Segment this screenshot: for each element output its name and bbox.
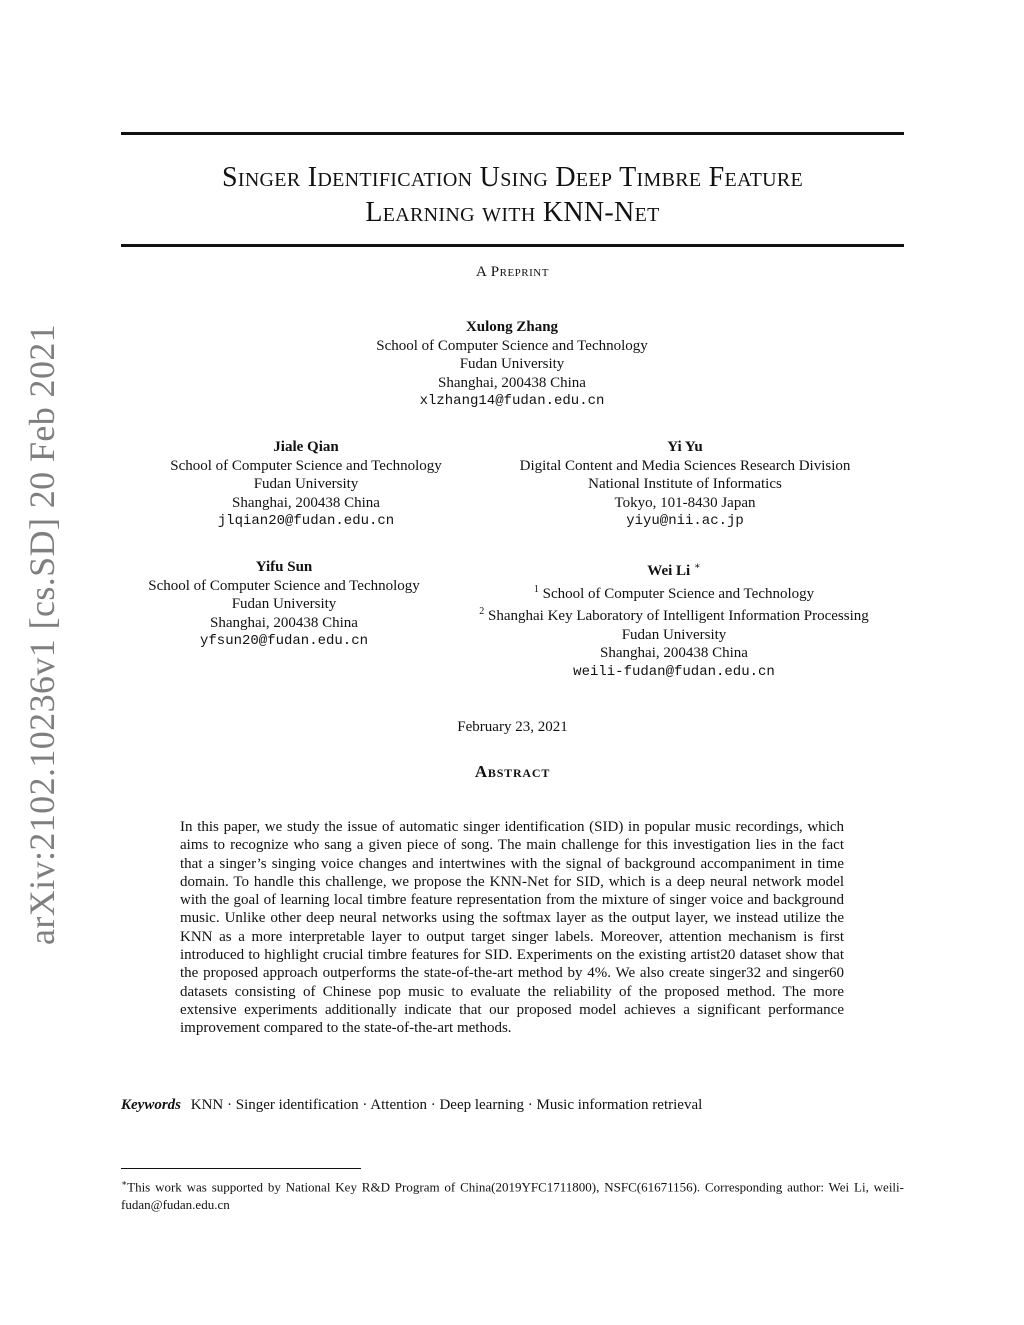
author-name: Jiale Qian xyxy=(273,439,339,455)
author-block-zhang xyxy=(312,318,712,411)
footnote-mark: ∗ xyxy=(121,1178,128,1188)
author-name-row xyxy=(454,558,894,581)
title-line-2: Learning with KNN-Net xyxy=(365,197,660,228)
affiliation-1-marker: 1 xyxy=(533,583,539,595)
footnote-text: This work was supported by National Key R&D Program of China(2019YFC1711800), NSFC(61671156). Corresponding author: Wei Li, weili-fudan@fudan.edu.cn xyxy=(121,1179,904,1213)
author-address: Shanghai, 200438 China xyxy=(210,614,358,631)
author-address: Shanghai, 200438 China xyxy=(438,374,586,391)
author-email[interactable]: jlqian20@fudan.edu.cn xyxy=(217,513,395,529)
author-institution: Fudan University xyxy=(621,626,727,643)
affiliation-1-text: School of Computer Science and Technology xyxy=(542,585,815,602)
title-line-1: Singer Identification Using Deep Timbre Feature xyxy=(221,162,804,193)
author-email[interactable]: xlzhang14@fudan.edu.cn xyxy=(419,393,605,409)
author-block-li xyxy=(454,558,894,681)
author-email[interactable]: yiyu@nii.ac.jp xyxy=(626,513,744,529)
keywords-label: Keywords xyxy=(121,1097,181,1113)
author-affiliation: School of Computer Science and Technology xyxy=(170,457,442,474)
author-address: Shanghai, 200438 China xyxy=(600,645,748,661)
author-affiliation-2 xyxy=(454,603,894,626)
author-institution: Fudan University xyxy=(459,356,565,372)
footnote-rule xyxy=(121,1168,361,1169)
preprint-label: A Preprint xyxy=(476,264,549,280)
footnote xyxy=(121,1174,904,1214)
author-block-yu xyxy=(480,438,890,531)
author-institution: National Institute of Informatics xyxy=(588,476,782,492)
author-name: Yi Yu xyxy=(667,439,703,455)
author-affiliation-1 xyxy=(454,581,894,604)
author-name: Xulong Zhang xyxy=(465,319,559,335)
author-institution: Fudan University xyxy=(253,476,359,492)
author-email[interactable]: yfsun20@fudan.edu.cn xyxy=(199,633,369,649)
author-name: Wei Li xyxy=(647,563,691,579)
author-affiliation: Digital Content and Media Sciences Research Division xyxy=(519,457,851,474)
author-block-qian xyxy=(126,438,486,531)
abstract-heading: Abstract xyxy=(474,762,551,781)
keywords-list: KNN · Singer identification · Attention · Deep learning · Music information retrieval xyxy=(190,1097,703,1113)
author-affiliation: School of Computer Science and Technology xyxy=(148,577,420,594)
author-block-sun xyxy=(114,558,454,651)
affiliation-2-text: Shanghai Key Laboratory of Intelligent Information Processing xyxy=(488,608,869,624)
abstract-body: In this paper, we study the issue of automatic singer identification (SID) in popular music recordings, which aims to recognize who sang a given piece of song. The main challenge for this investigation lies in the fact that a singer’s singing voice changes and intertwines with the signal of background accompaniment in time domain. To handle this challenge, we propose the KNN-Net for SID, which is a deep neural network model with the goal of learning local timbre feature representation from the mixture of singer voice and background music. Unlike other deep neural networks using the softmax layer as the output layer, we instead utilize the KNN as a more interpretable layer to output target singer labels. Moreover, attention mechanism is first introduced to highlight crucial timbre features for SID. Experiments on the existing artist20 dataset show that the proposed approach outperforms the state-of-the-art method by 4%. We also create singer32 and singer60 datasets consisting of Chinese pop music to evaluate the reliability of the proposed method. The more extensive experiments additionally indicate that our proposed model achieves a significant performance improvement compared to the state-of-the-art methods. xyxy=(180,819,844,1037)
title-bottom-rule xyxy=(121,244,904,247)
keywords-line xyxy=(121,1097,904,1114)
author-name: Yifu Sun xyxy=(255,559,313,575)
paper-date: February 23, 2021 xyxy=(457,719,568,735)
paper-title xyxy=(121,160,904,230)
author-affiliation: School of Computer Science and Technology xyxy=(376,337,648,354)
affiliation-2-marker: 2 xyxy=(479,606,485,617)
author-address: Shanghai, 200438 China xyxy=(232,494,380,511)
corresponding-author-mark: ∗ xyxy=(693,561,701,572)
arxiv-stamp: arXiv:2102.10236v1 [cs.SD] 20 Feb 2021 xyxy=(22,323,62,945)
author-institution: Fudan University xyxy=(231,596,337,612)
author-email[interactable]: weili-fudan@fudan.edu.cn xyxy=(573,663,775,680)
author-address: Tokyo, 101-8430 Japan xyxy=(614,494,756,511)
title-top-rule xyxy=(121,132,904,135)
